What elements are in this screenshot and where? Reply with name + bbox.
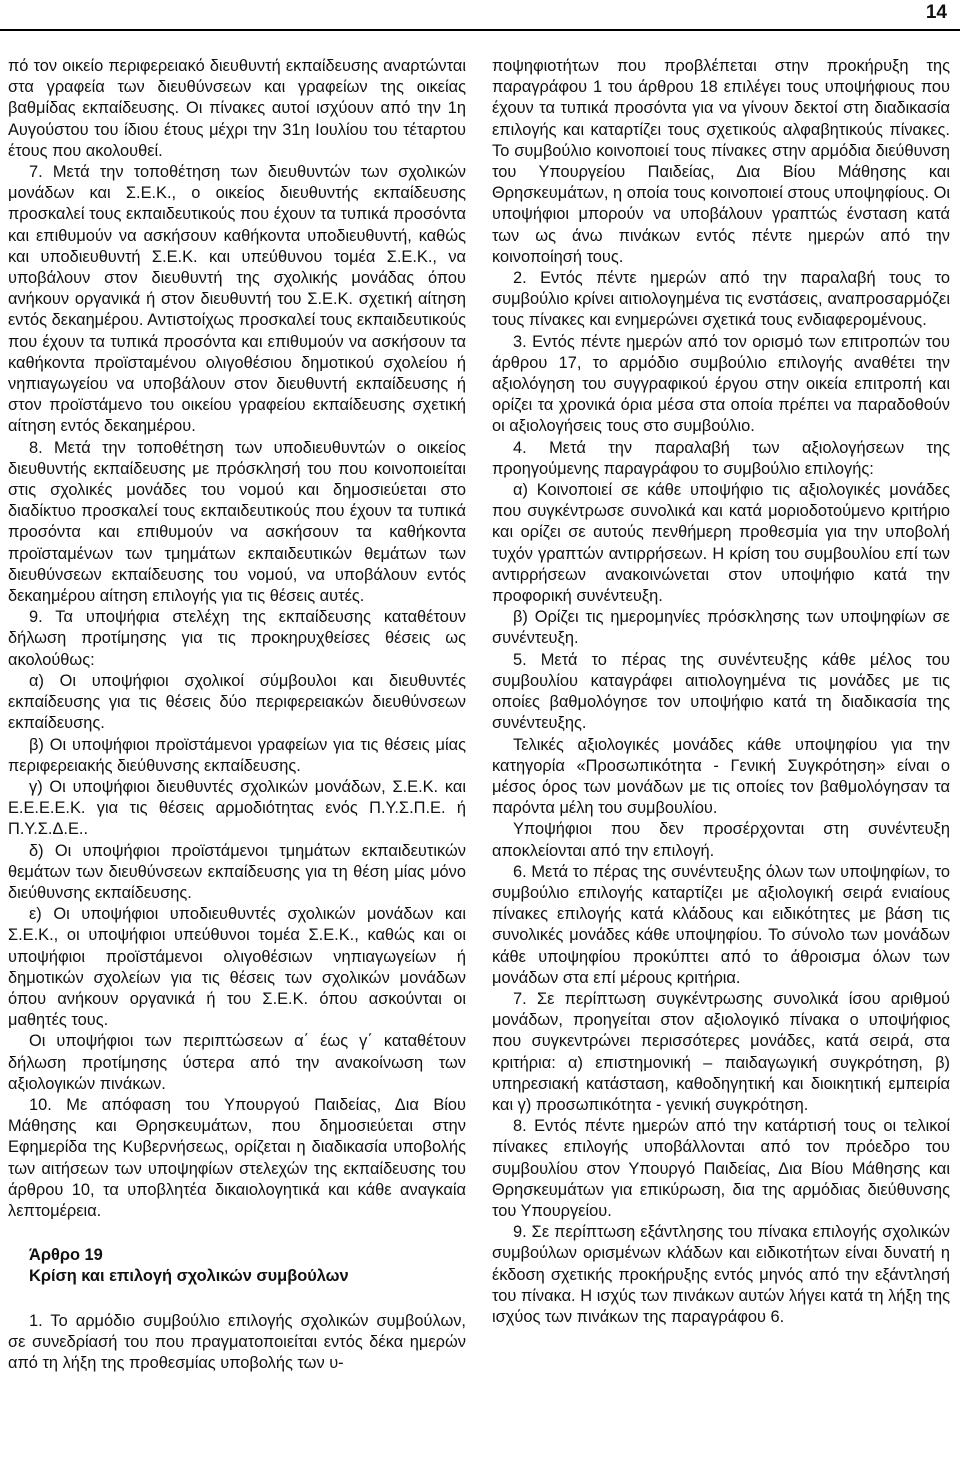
paragraph: 4. Μετά την παραλαβή των αξιολογήσεων της προηγούμενης παραγράφου το συμβούλιο επιλογής: (492, 438, 950, 478)
paragraph: β) Οι υποψήφιοι προϊστάμενοι γραφείων για τις θέσεις μίας περιφερειακής διεύθυνσης εκπαίδευσης. (8, 735, 466, 775)
paragraph: 3. Εντός πέντε ημερών από τον ορισμό των επιτροπών του άρθρου 17, το αρμόδιο συμβούλιο επιλογής αναθέτει την αξιολόγηση του συγγραφικού έργου στην οικεία επιτροπή και ορίζει τα χρονικά όρια μέσα στα οποία πρέπει να παραδοθούν οι αξιολογήσεις τους στο συμβούλιο. (492, 332, 950, 436)
paragraph: 8. Εντός πέντε ημερών από την κατάρτισή τους οι τελικοί πίνακες επιλογής υποβάλλονται από τον πρόεδρο του συμβουλίου στον Υπουργό Παιδείας, Δια Βίου Μάθησης και Θρησκευμάτων για επικύρωση, δια της αρμόδιας διεύθυνσης του Υπουργείου. (492, 1117, 950, 1220)
article-title: Κρίση και επιλογή σχολικών συμβούλων (29, 1267, 349, 1286)
paragraph: 2. Εντός πέντε ημερών από την παραλαβή τους το συμβούλιο κρίνει αιτιολογημένα τις ενστάσεις, αναπροσαρμόζει τους πίνακες και ενημερώνει σχετικά τους ενδιαφερομένους. (492, 269, 950, 330)
paragraph: 6. Μετά το πέρας της συνέντευξης όλων των υποψηφίων, το συμβούλιο επιλογής καταρτίζει με αξιολογική σειρά ενιαίους πίνακες επιλογής κατά κλάδους και ειδικότητες με βάση τις συνολικές μονάδες κάθε υποψηφίου. Το σύνολο των μονάδων κάθε υποψηφίου προκύπτει από το άθροισμα όλων των μονάδων στα επί μέρους κριτήρια. (492, 862, 950, 987)
paragraph: β) Ορίζει τις ημερομηνίες πρόσκλησης των υποψηφίων σε συνέντευξη. (492, 608, 950, 648)
paragraph: α) Οι υποψήφιοι σχολικοί σύμβουλοι και διευθυντές εκπαίδευσης για τις θέσεις δύο περιφερειακών διευθύνσεων εκπαίδευσης. (8, 671, 466, 733)
paragraph: πό τον οικείο περιφερειακό διευθυντή εκπαίδευσης αναρτώνται στα γραφεία των διευθύνσεων και γραφείων της οικείας βαθμίδας εκπαίδευσης. Οι πίνακες αυτοί ισχύουν από την 1η Αυγούστου του ίδιου έτους μέχρι την 31η Ιουλίου του τέταρτου έτους που ακολουθεί. (8, 57, 466, 160)
left-column (8, 56, 466, 1374)
article-number: Άρθρο 19 (29, 1246, 103, 1265)
paragraph: γ) Οι υποψήφιοι διευθυντές σχολικών μονάδων, Σ.Ε.Κ. και Ε.Ε.Ε.Ε.Κ. για τις θέσεις αρμοδιότητας ενός Π.Υ.Σ.Π.Ε. ή Π.Υ.Σ.Δ.Ε.. (8, 777, 466, 839)
paragraph: 7. Μετά την τοποθέτηση των διευθυντών των σχολικών μονάδων και Σ.Ε.Κ., ο οικείος διευθυντής εκπαίδευσης προσκαλεί τους εκπαιδευτικούς που έχουν τα τυπικά προσόντα και επιθυμούν να ασκήσουν καθήκοντα υποδιευθυντή, καθώς και υποδιευθυντή Σ.Ε.Κ. και υπεύθυνου τομέα Σ.Ε.Κ., να υποβάλουν στον διευθυντή της σχολικής μονάδας όπου ανήκουν οργανικά ή στον διευθυντή του Σ.Ε.Κ. σχετική αίτηση εντός δεκαημέρου. Αντιστοίχως προσκαλεί τους εκπαιδευτικούς που έχουν τα τυπικά προσόντα και επιθυμούν να ασκήσουν τα καθήκοντα προϊσταμένου ολιγοθέσιου δημοτικού σχολείου ή νηπιαγωγείου να υποβάλουν στον διευθυντή εκπαίδευσης ή στον προϊστάμενο του οικείου γραφείου εκπαίδευσης σχετική αίτηση εντός δεκαημέρου. (8, 163, 466, 436)
paragraph: 5. Μετά το πέρας της συνέντευξης κάθε μέλος του συμβουλίου καταγράφει αιτιολογημένα τις μονάδες με τις οποίες βαθμολόγησε τον υποψήφιο κατά τη διαδικασία της συνέντευξης. (492, 650, 950, 733)
right-column (492, 56, 950, 1328)
header-rule (0, 29, 960, 31)
paragraph: 8. Μετά την τοποθέτηση των υποδιευθυντών ο οικείος διευθυντής εκπαίδευσης με πρόσκλησή του που κοινοποιείται στις σχολικές μονάδες του νομού και δημοσιεύεται στο διαδίκτυο προσκαλεί τους εκπαιδευτικούς που έχουν τα τυπικά προσόντα και επιθυμούν να ασκήσουν τα καθήκοντα προϊσταμένων των τμημάτων εκπαιδευτικών θεμάτων των διευθύνσεων εκπαίδευσης του νομού, να υποβάλουν εντός δεκαημέρου αίτηση επιλογής για τις θέσεις αυτές. (8, 438, 466, 606)
paragraph: Υποψήφιοι που δεν προσέρχονται στη συνέντευξη αποκλείονται από την επιλογή. (492, 820, 950, 860)
paragraph: α) Κοινοποιεί σε κάθε υποψήφιο τις αξιολογικές μονάδες που συγκέντρωσε συνολικά και κατά μοριοδοτούμενο κριτήριο και ορίζει σε αυτούς πενθήμερη προθεσμία για την υποβολή τυχόν γραπτών αντιρρήσεων. Η κρίση του συμβουλίου επί των αντιρρήσεων ανακοινώνεται στον υποψήφιο κατά την προφορική συνέντευξη. (492, 481, 950, 606)
paragraph: 1. Το αρμόδιο συμβούλιο επιλογής σχολικών συμβούλων, σε συνεδρίασή του που πραγματοποιείται εντός δέκα ημερών από τη λήξη της προθεσμίας υποβολής των υ- (8, 1311, 466, 1372)
paragraph: Οι υποψήφιοι των περιπτώσεων α΄ έως γ΄ καταθέτουν δήλωση προτίμησης ύστερα από την ανακοίνωση των αξιολογικών πινάκων. (8, 1032, 466, 1093)
paragraph: δ) Οι υποψήφιοι προϊστάμενοι τμημάτων εκπαιδευτικών θεμάτων των διευθύνσεων εκπαίδευσης για τη θέση μίας μόνο διεύθυνσης εκπαίδευσης. (8, 841, 466, 902)
paragraph: 10. Με απόφαση του Υπουργού Παιδείας, Δια Βίου Μάθησης και Θρησκευμάτων, που δημοσιεύεται στην Εφημερίδα της Κυβερνήσεως, ορίζεται η διαδικασία υποβολής των αιτήσεων των υποψηφίων στελεχών της εκπαίδευσης του άρθρου 10, τα υποβλητέα δικαιολογητικά και κάθε αναγκαία λεπτομέρεια. (8, 1095, 466, 1220)
paragraph: ποψηφιοτήτων που προβλέπεται στην προκήρυξη της παραγράφου 1 του άρθρου 18 επιλέγει τους υποψήφιους που έχουν τα τυπικά προσόντα για να γίνουν δεκτοί στη διαδικασία επιλογής και καταρτίζει τους σχετικούς αλφαβητικούς πίνακες. Το συμβούλιο κοινοποιεί τους πίνακες στην αρμόδια διεύθυνση του Υπουργείου Παιδείας, Δια Βίου Μάθησης και Θρησκευμάτων, η οποία τους κοινοποιεί στους υποψηφίους. Οι υποψήφιοι μπορούν να υποβάλουν γραπτώς ένσταση κατά των ως άνω πινάκων εντός πέντε ημερών από την κοινοποίησή τους. (492, 57, 950, 266)
page-header (0, 0, 960, 38)
paragraph: Τελικές αξιολογικές μονάδες κάθε υποψηφίου για την κατηγορία «Προσωπικότητα - Γενική Συγκρότηση» είναι ο μέσος όρος των μονάδων με τις οποίες τον βαθμολόγησαν τα παρόντα μέλη του συμβουλίου. (492, 735, 950, 818)
paragraph: 9. Τα υποψήφια στελέχη της εκπαίδευσης καταθέτουν δήλωση προτίμησης για τις προκηρυχθείσες θέσεις ως ακολούθως: (8, 608, 466, 669)
paragraph: 9. Σε περίπτωση εξάντλησης του πίνακα επιλογής σχολικών συμβούλων ορισμένων κλάδων και ειδικοτήτων είναι δυνατή η έκδοση σχετικής προκήρυξης εντός μηνός από την εξάντλησή του πίνακα. Η ισχύς των πινάκων αυτών λήγει κατά τη λήξη της ισχύος των πινάκων της παραγράφου 6. (492, 1223, 950, 1326)
paragraph: ε) Οι υποψήφιοι υποδιευθυντές σχολικών μονάδων και Σ.Ε.Κ., οι υποψήφιοι υπεύθυνοι τομέα Σ.Ε.Κ., καθώς και οι υποψήφιοι προϊστάμενοι ολιγοθέσιων νηπιαγωγείων ή δημοτικών σχολείων για τις θέσεις των σχολικών μονάδων όπου ανήκουν οργανικά ή του Σ.Ε.Κ. όπου ασκούνται οι μαθητές τους. (8, 905, 466, 1030)
page-number: 14 (925, 2, 947, 23)
paragraph: 7. Σε περίπτωση συγκέντρωσης συνολικά ίσου αριθμού μονάδων, προηγείται στον αξιολογικό πίνακα ο υποψήφιος που συγκεντρώνει περισσότερες μονάδες, κατά σειρά, στα κριτήρια: α) επιστημονική – παιδαγωγική συγκρότηση, β) υπηρεσιακή κατάσταση, καθοδηγητική και διοικητική εμπειρία και γ) προσωπικότητα - γενική συγκρότηση. (492, 989, 950, 1114)
